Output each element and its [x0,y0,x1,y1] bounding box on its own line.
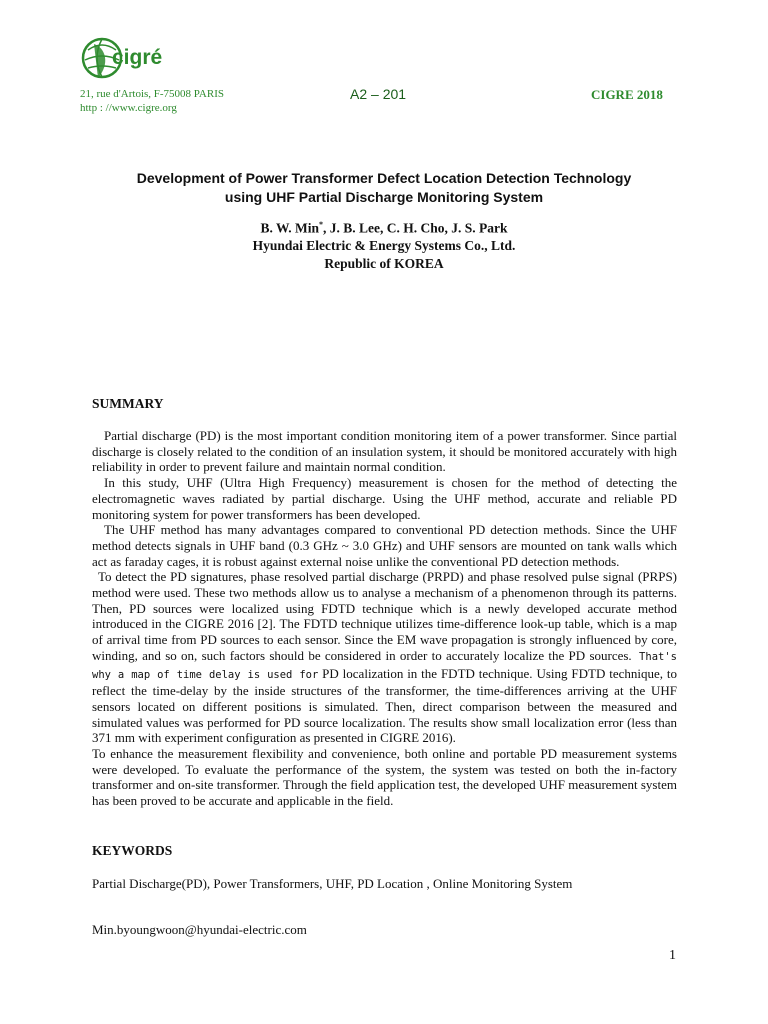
cigre-logo [80,34,166,90]
page-number: 1 [669,948,676,963]
keywords-heading: KEYWORDS [92,843,173,858]
summary-paragraph-3: The UHF method has many advantages compared to conventional PD detection methods. Since the UHF method detects signals in UHF band (0.3 GHz ~ 3.0 GHz) and UHF sensors are mounted on tank walls which act as faraday cages, it is robust against external noise unlike the conventional PD detection methods. [92,522,677,569]
co-authors: , J. B. Lee, C. H. Cho, J. S. Park [323,220,508,236]
paragraph-4-part-c: PD localization in the FDTD technique. Using FDTD technique, to reflect the time-delay by the inside structures of the transformer, the time-differences arriving at the UHF sensors located on different positions is simulated. Then, direct comparison between the measured and simulated values was performed for PD source localization. The results show small localization error (less than 371 mm with experiment configuration as presented in CIGRE 2016). [92,665,677,746]
address-line: 21, rue d'Artois, F-75008 PARIS [80,88,224,100]
paragraph-4-part-a: To detect the PD signatures, phase resolved partial discharge (PRPD) and phase resolved pulse signal (PRPS) method were used. These two methods allow us to analyse a mechanism of a phenomenon through its patterns. Then, PD sources were localized using FDTD technique which is a newly developed accurate method introduced in the CIGRE 2016 [2]. The FDTD technique utilizes time-difference look-up table, which is a map of arrival time from PD sources to each sensor. Since the EM wave propagation is strongly influenced by core, winding, and so on, such factors should be considered in order to accurately localize the PD sources. [92,569,677,663]
conference-label: CIGRE 2018 [591,87,663,102]
author-list [60,220,708,237]
affiliation: Hyundai Electric & Energy Systems Co., Ltd. [252,238,516,253]
website-line: http : //www.cigre.org [80,102,177,114]
summary-body [92,428,677,809]
paper-number: A2 – 201 [350,86,407,102]
corresponding-mark: * [319,220,323,229]
summary-paragraph-2: In this study, UHF (Ultra High Frequency) measurement is chosen for the method of detecting the electromagnetic waves radiated by partial discharge. Using the UHF method, accurate and reliable PD monitoring system for power transformers has been developed. [92,475,677,522]
contact-email: Min.byoungwoon@hyundai-electric.com [92,922,307,937]
summary-paragraph-1: Partial discharge (PD) is the most important condition monitoring item of a power transformer. Since partial discharge is closely related to the condition of an insulation system, it should be monitored accurately with high reliability in order to prevent failure and maintain normal condition. [92,428,677,475]
summary-paragraph-4 [92,569,677,746]
paragraph-4-inserted-text: That's why a map of time delay is used for [92,650,677,681]
summary-paragraph-5: To enhance the measurement flexibility and convenience, both online and portable PD measurement systems were developed. To evaluate the performance of the system, the system was tested on both the in-factory transformer and on-site transformer. Through the field application test, the developed UHF measurement system has been proved to be accurate and applicable in the field. [92,746,677,809]
logo-wordmark: cigré [112,46,163,69]
title-line-1: Development of Power Transformer Defect Location Detection Technology [136,170,632,186]
paper-title [60,169,708,207]
country: Republic of KOREA [324,256,444,271]
keywords-text: Partial Discharge(PD), Power Transformers, UHF, PD Location , Online Monitoring System [92,876,573,891]
summary-heading: SUMMARY [92,396,164,411]
lead-author: B. W. Min [260,220,319,236]
title-line-2: using UHF Partial Discharge Monitoring System [224,189,544,205]
